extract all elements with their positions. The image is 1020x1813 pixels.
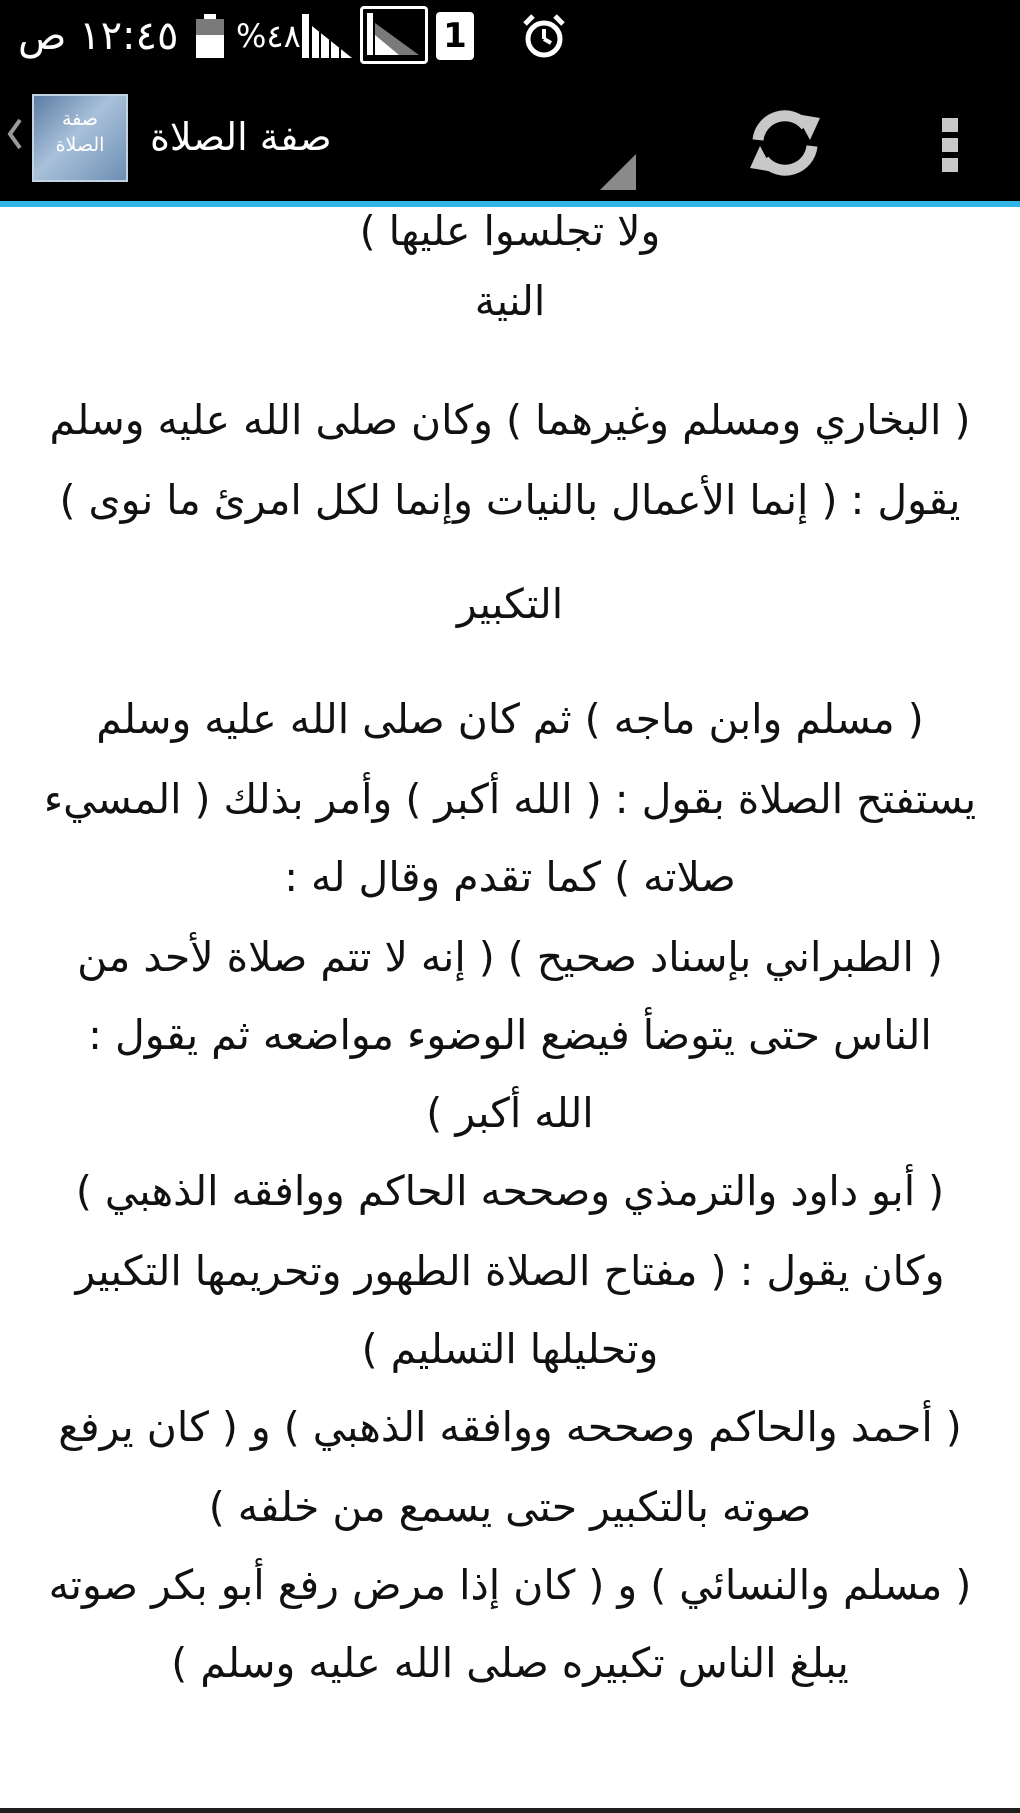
content-line: صوته بالتكبير حتى يسمع من خلفه ) — [208, 1483, 812, 1531]
content-line: يبلغ الناس تكبيره صلى الله عليه وسلم ) — [171, 1639, 849, 1687]
content-line: النية — [474, 277, 546, 325]
status-time: ١٢:٤٥ ص — [18, 13, 179, 59]
content-line: الله أكبر ) — [426, 1089, 594, 1137]
alarm-icon — [520, 12, 568, 60]
status-bar — [0, 0, 1020, 74]
content-line: وتحليلها التسليم ) — [361, 1325, 659, 1373]
overflow-menu-icon[interactable] — [920, 98, 980, 188]
content-text[interactable] — [0, 207, 1020, 1807]
content-line: ( مسلم والنسائي ) و ( كان إذا مرض رفع أبو بكر صوته — [48, 1561, 972, 1609]
signal-icon — [300, 12, 354, 60]
battery-percent: %٤٨ — [236, 17, 301, 55]
content-line: ( أحمد والحاكم وصححه ووافقه الذهبي ) و ( كان يرفع — [58, 1403, 962, 1451]
content-line: ( أبو داود والترمذي وصححه الحاكم ووافقه الذهبي ) — [75, 1167, 945, 1215]
content-line: التكبير — [456, 580, 564, 628]
signal-icon — [360, 6, 428, 64]
up-caret-icon[interactable] — [6, 116, 24, 152]
content-line: ( الطبراني بإسناد صحيح ) ( إنه لا تتم صلاة لأحد من — [77, 933, 943, 981]
content-line: ( البخاري ومسلم وغيرهما ) وكان صلى الله عليه وسلم — [49, 396, 971, 444]
content-line: يستفتح الصلاة بقول : ( الله أكبر ) وأمر بذلك ( المسيء — [43, 775, 977, 823]
action-bar — [0, 74, 1020, 201]
content-line: يقول : ( إنما الأعمال بالنيات وإنما لكل امرئ ما نوى ) — [59, 476, 961, 524]
app-icon-label: صفة — [62, 108, 98, 130]
spinner-indicator-icon[interactable] — [600, 154, 636, 190]
content-line: ولا تجلسوا عليها ) — [359, 207, 661, 255]
app-icon-label: الصلاة — [55, 134, 105, 156]
content-line: وكان يقول : ( مفتاح الصلاة الطهور وتحريمها التكبير — [75, 1247, 945, 1295]
content-line: ( مسلم وابن ماجه ) ثم كان صلى الله عليه وسلم — [96, 695, 924, 743]
app-icon[interactable] — [32, 94, 128, 182]
bottom-divider — [0, 1808, 1020, 1813]
battery-icon — [196, 14, 224, 58]
content-line: صلاته ) كما تقدم وقال له : — [284, 853, 736, 901]
content-line: الناس حتى يتوضأ فيضع الوضوء مواضعه ثم يقول : — [88, 1011, 932, 1059]
refresh-icon[interactable] — [740, 98, 830, 188]
action-bar-title[interactable]: صفة الصلاة — [150, 115, 332, 159]
sim-icon: 1 — [436, 12, 474, 60]
